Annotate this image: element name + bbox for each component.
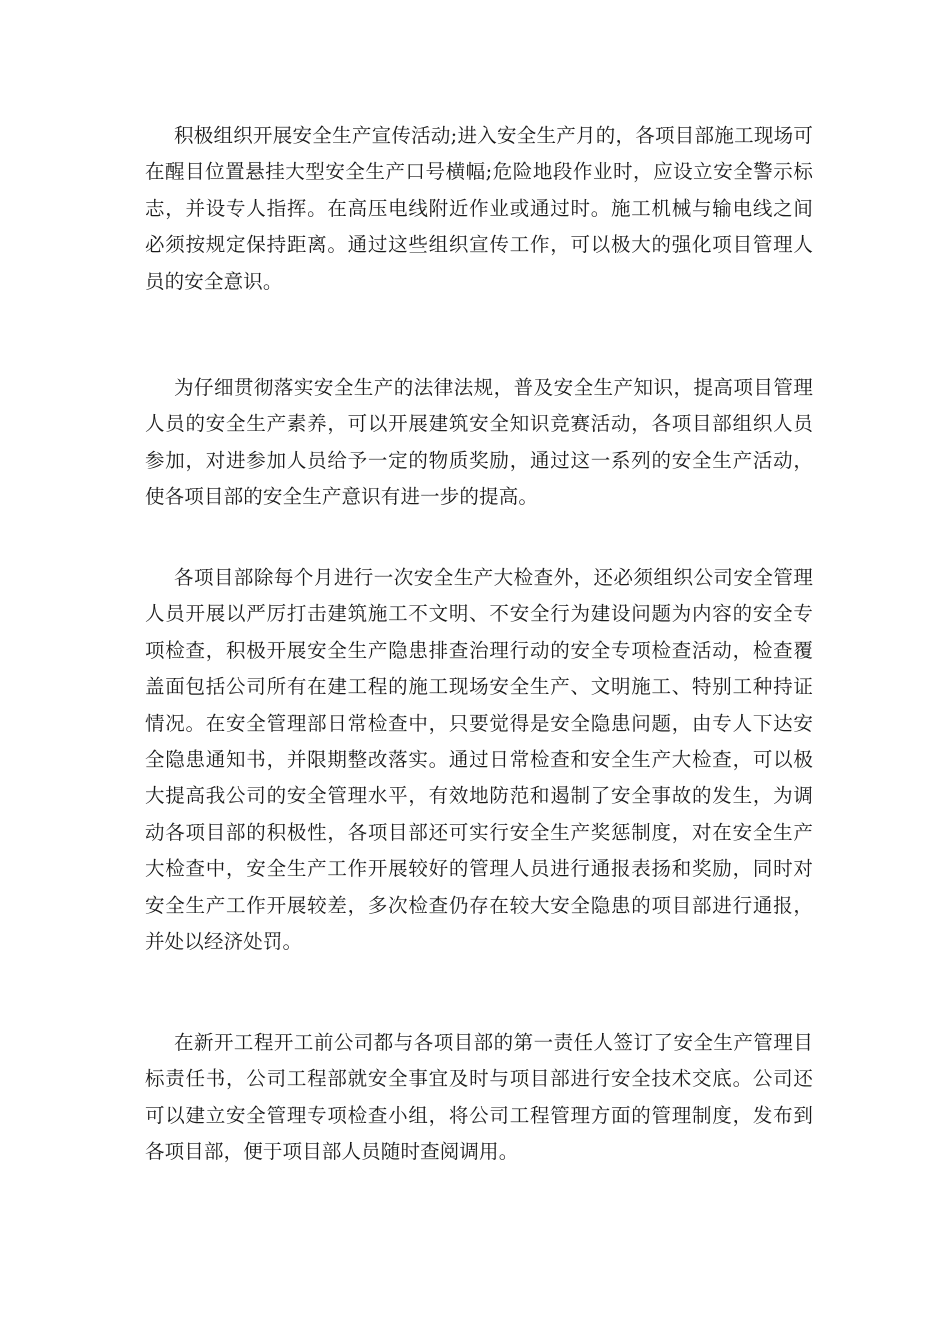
paragraph-publicity: 积极组织开展安全生产宣传活动;进入安全生产月的，各项目部施工现场可在醒目位置悬挂大型安全生产口号横幅;危险地段作业时，应设立安全警示标志，并设专人指挥。在高压电线附近作业或通过时。施工机械与输电线之间必须按规定保持距离。通过这些组织宣传工作，可以极大的强化项目管理人员的安全意识。 bbox=[145, 124, 813, 293]
paragraph-responsibility: 在新开工程开工前公司都与各项目部的第一责任人签订了安全生产管理目标责任书，公司工程部就安全事宜及时与项目部进行安全技术交底。公司还可以建立安全管理专项检查小组，将公司工程管理方面的管理制度，发布到各项目部，便于项目部人员随时查阅调用。 bbox=[145, 1031, 813, 1164]
paragraph-knowledge-contest: 为仔细贯彻落实安全生产的法律法规，普及安全生产知识，提高项目管理人员的安全生产素养，可以开展建筑安全知识竞赛活动，各项目部组织人员参加，对进参加人员给予一定的物质奖励，通过这一系列的安全生产活动，使各项目部的安全生产意识有进一步的提高。 bbox=[145, 376, 813, 509]
paragraph-inspection: 各项目部除每个月进行一次安全生产大检查外，还必须组织公司安全管理人员开展以严厉打击建筑施工不文明、不安全行为建设问题为内容的安全专项检查，积极开展安全生产隐患排查治理行动的安全专项检查活动，检查覆盖面包括公司所有在建工程的施工现场安全生产、文明施工、特别工种持证情况。在安全管理部日常检查中，只要觉得是安全隐患问题，由专人下达安全隐患通知书，并限期整改落实。通过日常检查和安全生产大检查，可以极大提高我公司的安全管理水平，有效地防范和遏制了安全事故的发生，为调动各项目部的积极性，各项目部还可实行安全生产奖惩制度，对在安全生产大检查中，安全生产工作开展较好的管理人员进行通报表扬和奖励，同时对安全生产工作开展较差，多次检查仍存在较大安全隐患的项目部进行通报，并处以经济处罚。 bbox=[145, 566, 813, 954]
